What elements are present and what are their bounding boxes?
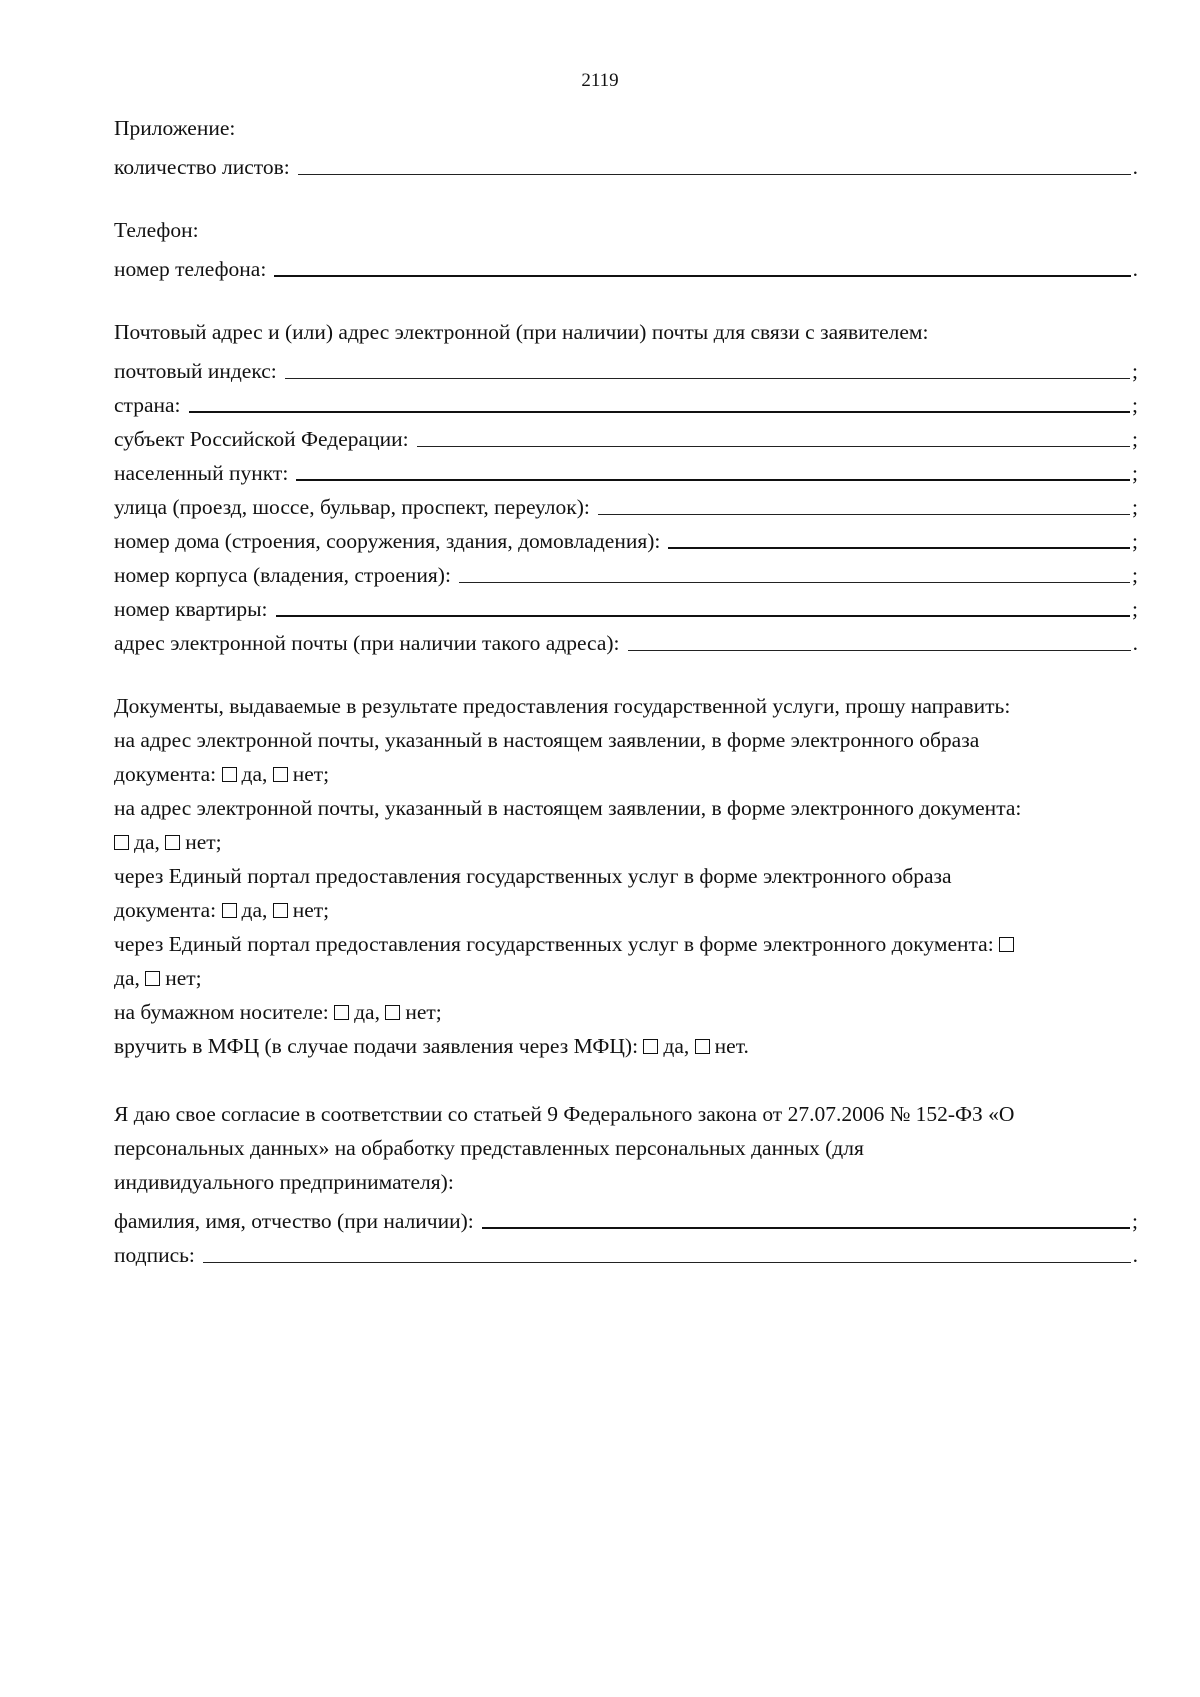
email-image-no-checkbox[interactable] [273,767,288,782]
yes-label: да, [663,1034,690,1058]
delivery-option-paper [114,1000,1154,1025]
region-label: субъект Российской Федерации: [114,427,409,451]
delivery-option-email-image [114,762,1154,787]
signature-field[interactable] [203,1242,1131,1263]
paper-yes-checkbox[interactable] [334,1005,349,1020]
delivery-option-mfc [114,1034,1154,1059]
street-field[interactable] [598,494,1130,515]
postal-code-field[interactable] [285,358,1130,379]
country-label: страна: [114,393,181,417]
no-label: нет; [292,762,330,786]
signature-end: . [1132,1243,1138,1267]
street-end: ; [1132,495,1138,519]
phone-heading: Телефон: [114,218,199,242]
apartment-number-row [114,592,1138,622]
street-row [114,490,1138,520]
country-row [114,388,1138,418]
house-number-end: ; [1132,529,1138,553]
postal-code-end: ; [1132,359,1138,383]
email-field[interactable] [628,630,1131,651]
street-label: улица (проезд, шоссе, бульвар, проспект, переулок): [114,495,590,519]
delivery-option-email-image-line2: документа: [114,762,217,786]
apartment-number-end: ; [1132,597,1138,621]
delivery-option-portal-document-line1 [114,932,1154,957]
building-number-end: ; [1132,563,1138,587]
postal-code-label: почтовый индекс: [114,359,277,383]
portal-image-yes-checkbox[interactable] [222,903,237,918]
consent-text-line3: индивидуального предпринимателя): [114,1170,454,1194]
email-row [114,626,1138,656]
email-end: . [1132,631,1138,655]
delivery-option-portal-document-line2 [114,966,1154,991]
full-name-label: фамилия, имя, отчество (при наличии): [114,1209,474,1233]
locality-end: ; [1132,461,1138,485]
phone-number-field[interactable] [274,255,1130,277]
full-name-end: ; [1132,1209,1138,1233]
phone-number-row [114,252,1138,282]
yes-label: да, [354,1000,380,1024]
house-number-field[interactable] [668,527,1130,549]
no-label: нет. [714,1034,749,1058]
page-number: 2119 [581,70,619,91]
attachment-heading: Приложение: [114,116,236,140]
region-row [114,422,1138,452]
region-end: ; [1132,427,1138,451]
phone-number-end: . [1132,257,1138,281]
email-label: адрес электронной почты (при наличии такого адреса): [114,631,620,655]
delivery-option-paper-text: на бумажном носителе: [114,1000,329,1024]
delivery-heading: Документы, выдаваемые в результате предоставления государственной услуги, прошу направить: [114,694,1011,718]
delivery-option-email-document [114,830,1154,855]
locality-field[interactable] [296,459,1130,481]
sheets-count-label: количество листов: [114,155,290,179]
postal-code-row [114,354,1138,384]
delivery-option-email-document-line1: на адрес электронной почты, указанный в настоящем заявлении, в форме электронного документа: [114,796,1022,820]
no-label: нет; [185,830,222,854]
signature-label: подпись: [114,1243,195,1267]
house-number-label: номер дома (строения, сооружения, здания, домовладения): [114,529,661,553]
address-heading: Почтовый адрес и (или) адрес электронной (при наличии) почты для связи с заявителем: [114,320,929,344]
sheets-count-field[interactable] [298,154,1131,175]
country-end: ; [1132,393,1138,417]
phone-number-label: номер телефона: [114,257,267,281]
delivery-option-portal-document-text: через Единый портал предоставления государственных услуг в форме электронного документа: [114,932,994,956]
portal-image-no-checkbox[interactable] [273,903,288,918]
portal-document-no-checkbox[interactable] [145,971,160,986]
delivery-option-email-image-line1: на адрес электронной почты, указанный в настоящем заявлении, в форме электронного образа [114,728,980,752]
region-field[interactable] [417,426,1130,447]
paper-no-checkbox[interactable] [385,1005,400,1020]
delivery-option-portal-image-line2: документа: [114,898,217,922]
locality-label: населенный пункт: [114,461,289,485]
building-number-field[interactable] [459,562,1130,583]
apartment-number-label: номер квартиры: [114,597,268,621]
building-number-row [114,558,1138,588]
consent-text-line2: персональных данных» на обработку представленных персональных данных (для [114,1136,864,1160]
mfc-no-checkbox[interactable] [695,1039,710,1054]
sheets-count-end: . [1132,155,1138,179]
no-label: нет; [165,966,202,990]
delivery-option-portal-image-line1: через Единый портал предоставления государственных услуг в форме электронного образа [114,864,952,888]
email-document-no-checkbox[interactable] [165,835,180,850]
full-name-row [114,1204,1138,1234]
consent-text-line1: Я даю свое согласие в соответствии со статьей 9 Федерального закона от 27.07.2006 № 152-ФЗ «О [114,1102,1015,1126]
house-number-row [114,524,1138,554]
locality-row [114,456,1138,486]
building-number-label: номер корпуса (владения, строения): [114,563,451,587]
apartment-number-field[interactable] [276,595,1131,617]
yes-label: да, [241,898,268,922]
signature-row [114,1238,1138,1268]
yes-label: да, [241,762,268,786]
email-image-yes-checkbox[interactable] [222,767,237,782]
yes-label: да, [114,966,140,990]
sheets-count-row [114,150,1138,180]
no-label: нет; [292,898,330,922]
mfc-yes-checkbox[interactable] [643,1039,658,1054]
delivery-option-mfc-text: вручить в МФЦ (в случае подачи заявления через МФЦ): [114,1034,639,1058]
portal-document-yes-checkbox[interactable] [999,937,1014,952]
email-document-yes-checkbox[interactable] [114,835,129,850]
delivery-option-portal-image [114,898,1154,923]
country-field[interactable] [189,391,1131,413]
no-label: нет; [405,1000,442,1024]
full-name-field[interactable] [482,1207,1130,1229]
yes-label: да, [134,830,160,854]
